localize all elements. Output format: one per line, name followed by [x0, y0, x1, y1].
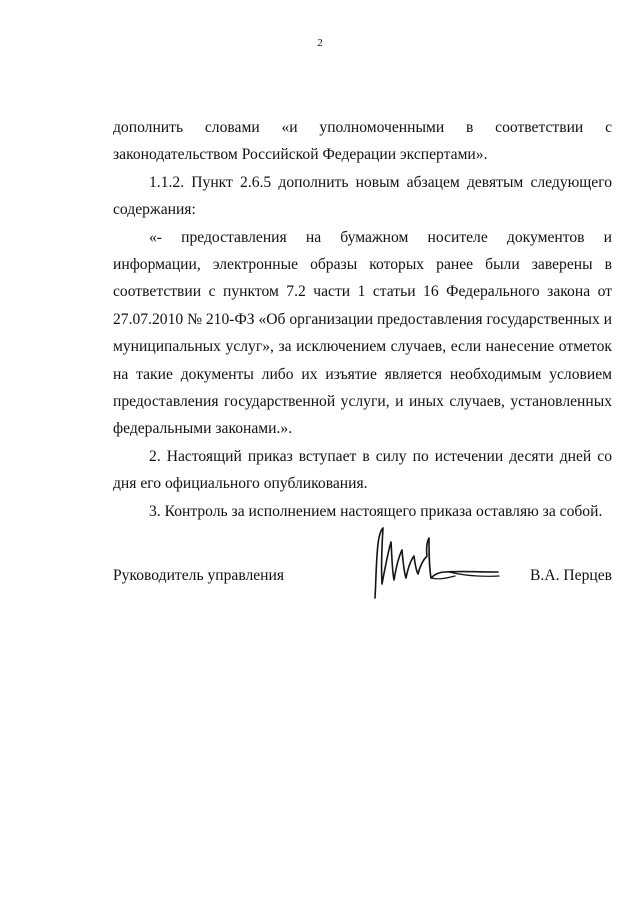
paragraph-continuation: дополнить словами «и уполномоченными в соответствии с законодательством Российской Федерации экспертами». — [113, 119, 612, 164]
document-body — [113, 114, 612, 525]
signer-name: В.А. Перцев — [530, 567, 612, 584]
paragraph-quoted-amendment: «- предоставления на бумажном носителе документов и информации, электронные образы которых ранее были заверены в соответствии с пунктом 7.2 части 1 статьи 16 Федерального закона от 27.07.2010 № 210-ФЗ «Об организации предоставления государственных и муниципальных услуг», за исключением случаев, если нанесение отметок на такие документы либо их изъятие является необходимым условием предоставления государственной услуги, и иных случаев, установленных федеральными законами.». — [113, 228, 612, 438]
signer-title: Руководитель управления — [113, 567, 285, 584]
paragraph-item-1-1-2: 1.1.2. Пункт 2.6.5 дополнить новым абзацем девятым следующего содержания: — [113, 173, 612, 219]
paragraph-item-2: 2. Настоящий приказ вступает в силу по истечении десяти дней со дня его официального опубликования. — [113, 447, 612, 493]
handwritten-signature — [365, 522, 503, 604]
signature-block — [113, 522, 612, 612]
page-number: 2 — [317, 37, 323, 49]
paragraph-item-3: 3. Контроль за исполнением настоящего приказа оставляю за собой. — [149, 502, 603, 520]
